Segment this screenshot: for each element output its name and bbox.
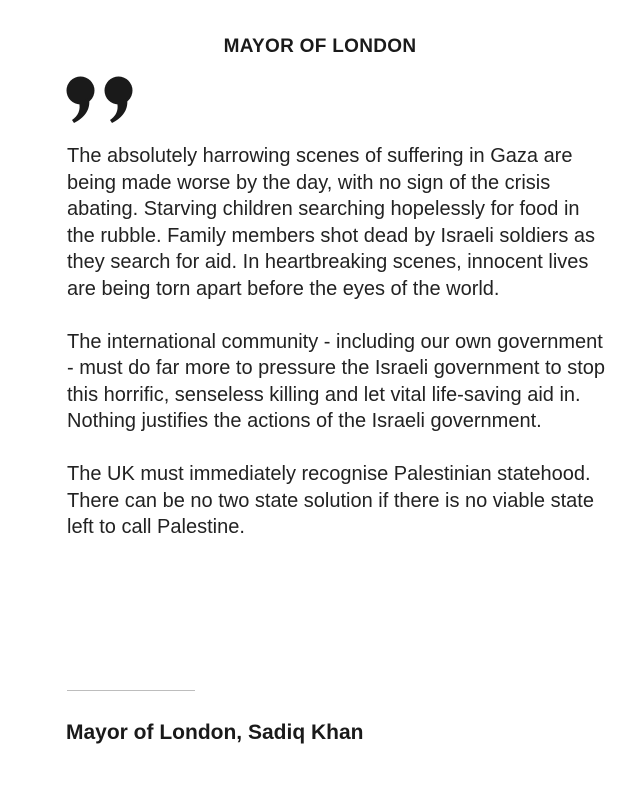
- divider: [67, 690, 195, 691]
- quotation-mark-icon: [66, 76, 140, 124]
- statement-body: [67, 143, 607, 567]
- page-title: MAYOR OF LONDON: [223, 36, 417, 57]
- statement-paragraph: The international community - including our own government - must do far more to pressure the Israeli government to stop this horrific, senseless killing and let vital life-saving aid in. Nothing justifies the actions of the Israeli government.: [67, 330, 606, 432]
- statement-paragraph: The UK must immediately recognise Palestinian statehood. There can be no two state solution if there is no viable state left to call Palestine.: [67, 463, 594, 538]
- statement-paragraph: The absolutely harrowing scenes of suffering in Gaza are being made worse by the day, with no sign of the crisis abating. Starving children searching hopelessly for food in the rubble. Family members shot dead by Israeli soldiers as they search for aid. In heartbreaking scenes, innocent lives are being torn apart before the eyes of the world.: [67, 145, 596, 300]
- attribution: Mayor of London, Sadiq Khan: [66, 721, 364, 744]
